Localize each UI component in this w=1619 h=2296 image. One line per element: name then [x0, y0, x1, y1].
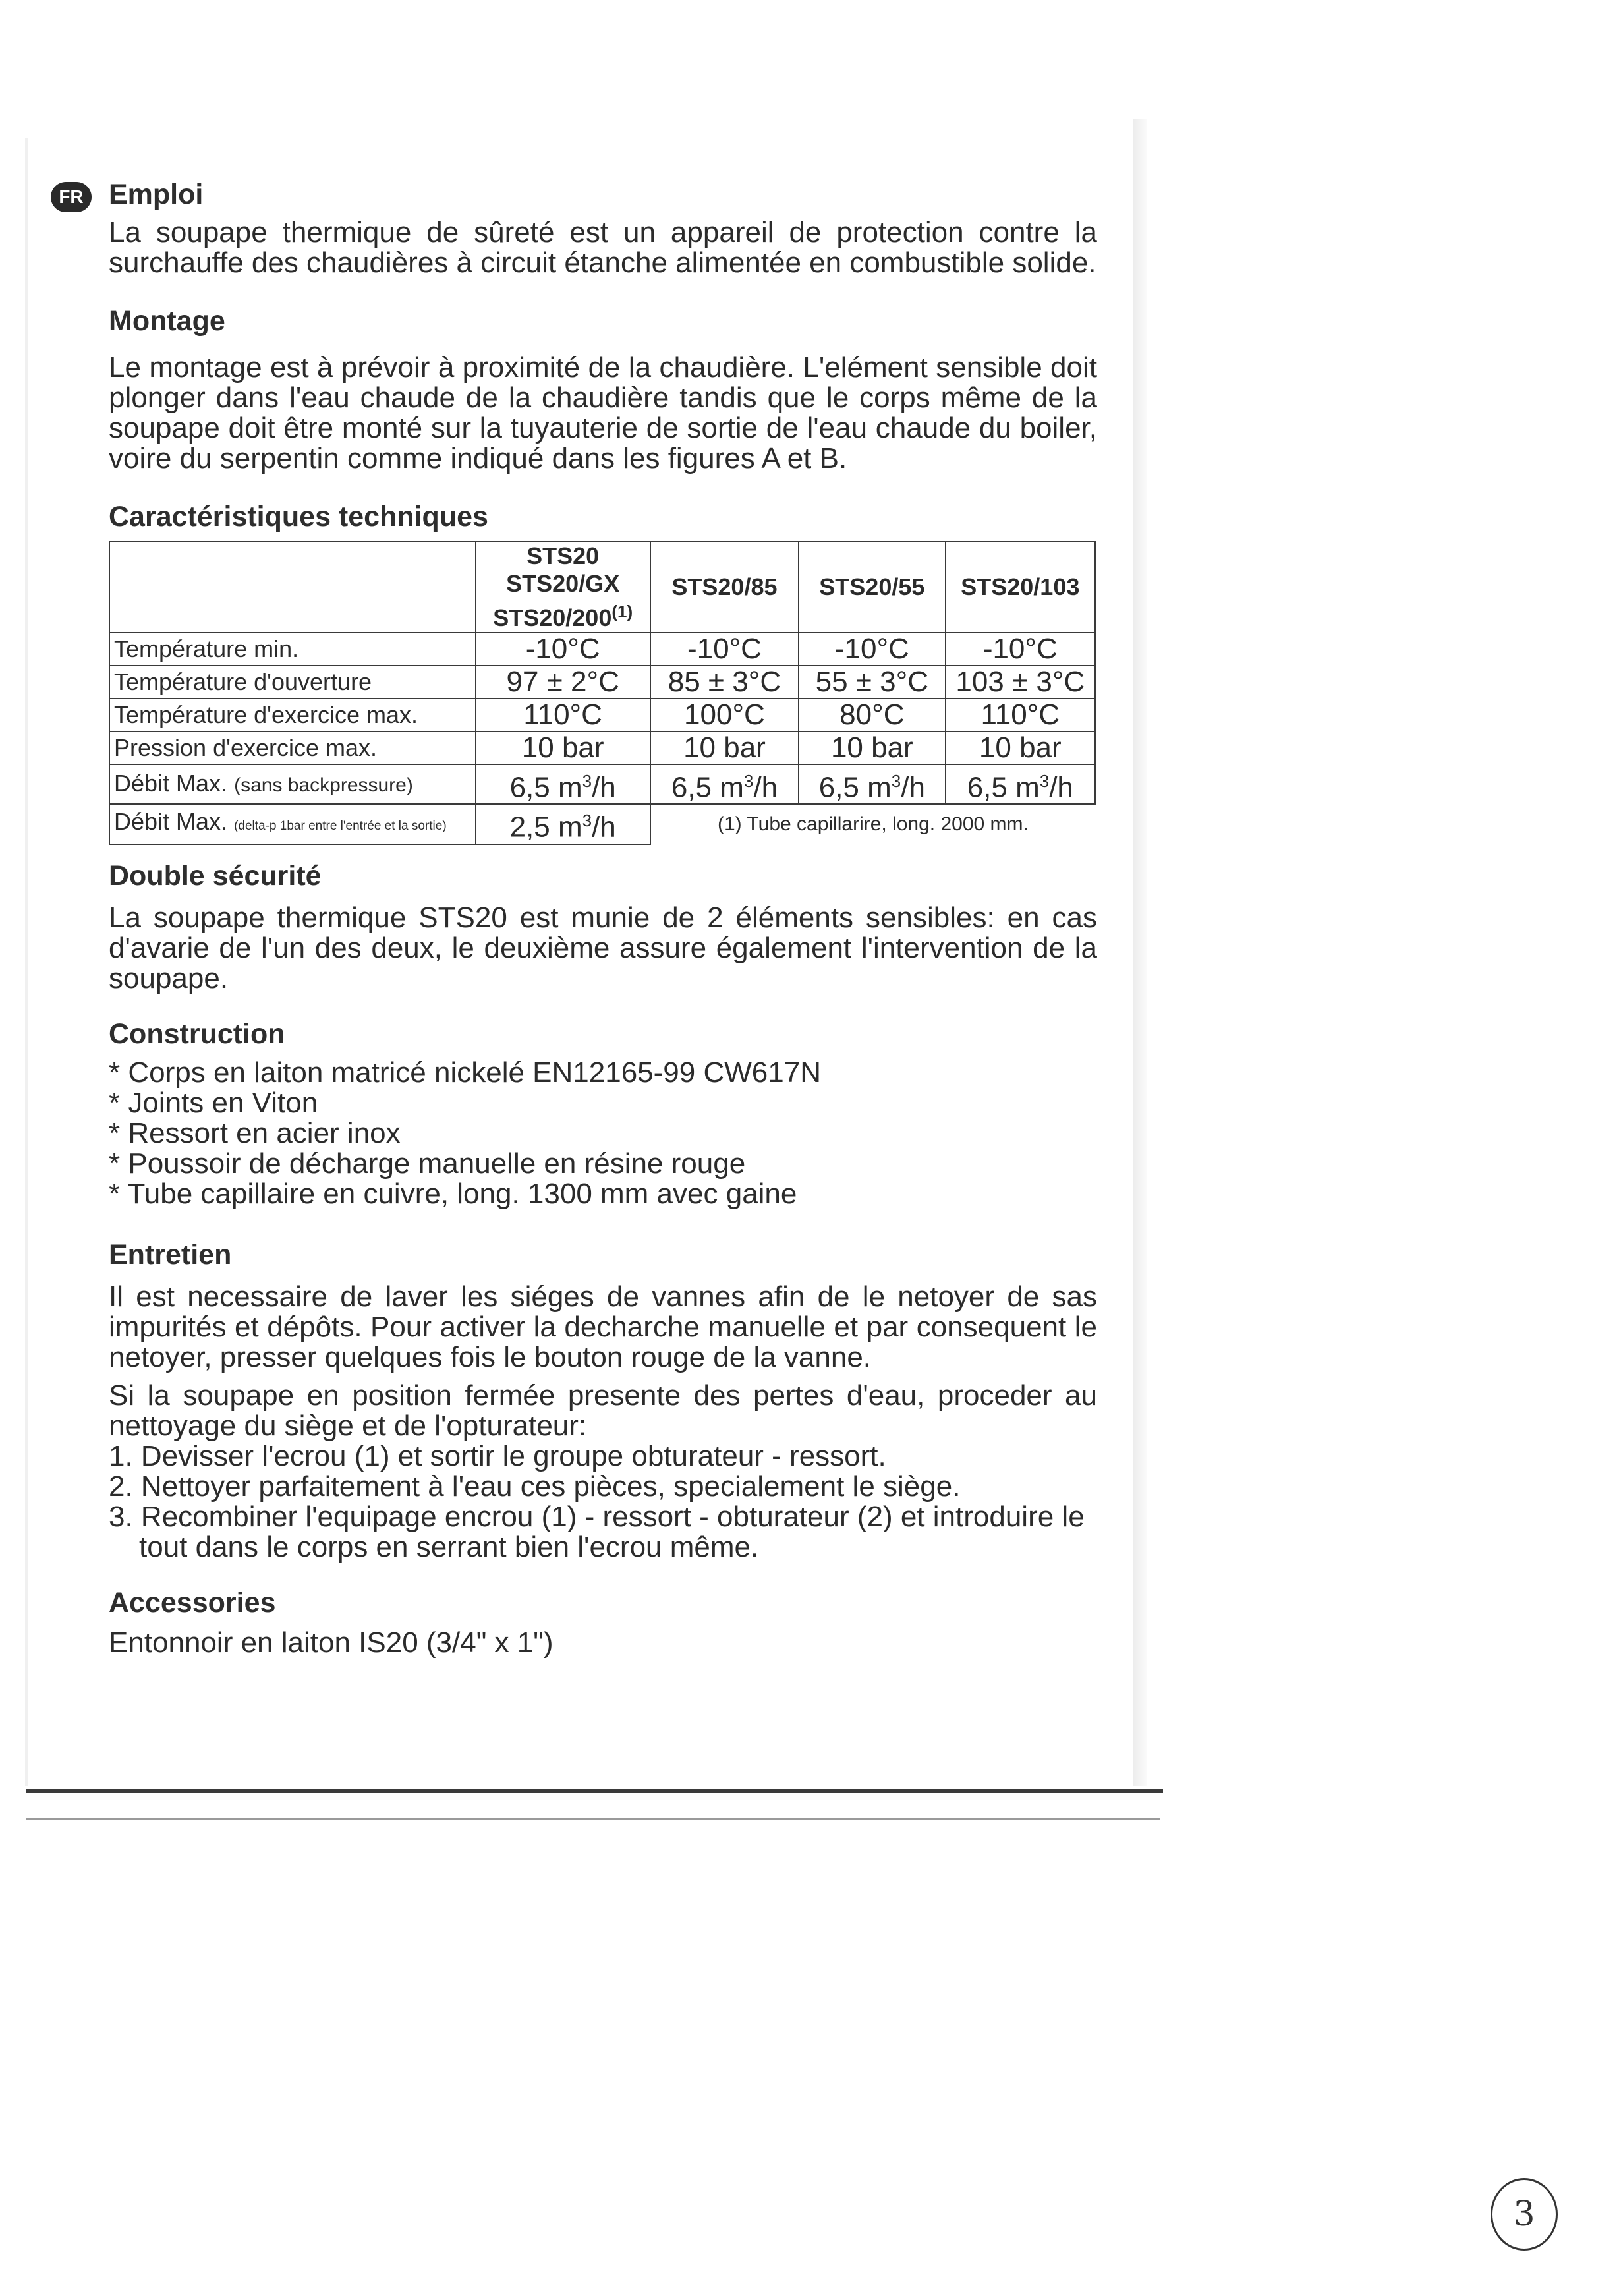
section-caracteristiques — [109, 500, 1097, 845]
entretien-text-1: Il est necessaire de laver les siéges de vannes afin de le netoyer de sas impurités et dépôts. Pour activer la decharche manuelle et par consequent le netoyer, presser quelques fois le bouton rouge de la vanne. — [109, 1280, 1097, 1373]
debit-value-unit: /h — [1049, 771, 1073, 804]
section-double-securite — [109, 859, 1097, 994]
section-title-accessories: Accessories — [109, 1586, 276, 1619]
section-title-entretien: Entretien — [109, 1239, 232, 1271]
section-title-caracteristiques: Caractéristiques techniques — [109, 501, 488, 533]
debit-delta-label-sub: (delta-p 1bar entre l'entrée et la sortie) — [234, 819, 447, 834]
list-item: * Poussoir de décharge manuelle en résine rouge — [109, 1147, 746, 1180]
debit-delta-label-main: Débit Max. — [114, 808, 228, 836]
cell-value: -10°C — [650, 633, 799, 666]
spec-table-header — [109, 542, 1095, 633]
header-empty-cell — [109, 542, 476, 633]
section-title-emploi: Emploi — [109, 179, 204, 210]
debit-label-main: Débit Max. — [114, 769, 228, 797]
entretien-text-2: Si la soupape en position fermée presente des pertes d'eau, proceder au nettoyage du siège et de l'opturateur: — [109, 1379, 1097, 1442]
debit-value-sup: 3 — [582, 770, 592, 791]
list-item: * Ressort en acier inox — [109, 1117, 401, 1150]
section-title-montage: Montage — [109, 304, 225, 337]
list-item: * Joints en Viton — [109, 1087, 318, 1120]
header-col-sts20-footnote-mark: (1) — [611, 601, 633, 621]
debit-value-unit: /h — [753, 771, 778, 804]
scan-edge-left — [25, 138, 28, 1786]
header-col-sts20-line2: STS20/GX — [506, 569, 620, 597]
cell-value: 10 bar — [799, 732, 946, 764]
list-item: 1. Devisser l'ecrou (1) et sortir le groupe obturateur - ressort. — [109, 1439, 886, 1472]
debit-delta-value-unit: /h — [592, 811, 616, 844]
header-col-sts20-85: STS20/85 — [650, 542, 799, 633]
emploi-text: La soupape thermique de sûreté est un appareil de protection contre la surchauffe des chaudières à circuit étanche alimentée en combustible solide. — [109, 215, 1097, 279]
cell-value: 110°C — [476, 699, 650, 732]
header-col-sts20-line1: STS20 — [526, 542, 600, 569]
scan-edge-right — [1133, 119, 1147, 1786]
debit-delta-value-num: 2,5 m — [509, 811, 582, 844]
header-col-sts20 — [476, 542, 650, 633]
section-accessories — [109, 1586, 1097, 1659]
spec-row — [109, 666, 1095, 699]
cell-value: 110°C — [946, 699, 1095, 732]
document-body — [59, 178, 1097, 1659]
section-emploi — [59, 178, 1097, 279]
spec-row — [109, 732, 1095, 764]
cell-value — [799, 764, 946, 805]
cell-value: 97 ± 2°C — [476, 666, 650, 699]
row-label-debit — [109, 764, 476, 805]
cell-value: -10°C — [799, 633, 946, 666]
section-montage — [109, 304, 1097, 474]
spec-row-debit-delta — [109, 804, 1095, 844]
cell-value: -10°C — [946, 633, 1095, 666]
list-item: * Tube capillaire en cuivre, long. 1300 mm avec gaine — [109, 1178, 797, 1211]
list-item: * Corps en laiton matricé nickelé EN12165-99 CW617N — [109, 1056, 821, 1089]
debit-value-num: 6,5 m — [509, 771, 582, 804]
header-col-sts20-55: STS20/55 — [799, 542, 946, 633]
section-title-construction: Construction — [109, 1018, 285, 1050]
spec-row — [109, 633, 1095, 666]
cell-value: 10 bar — [946, 732, 1095, 764]
cell-value: 103 ± 3°C — [946, 666, 1095, 699]
header-col-sts20-line3-wrap — [480, 598, 646, 632]
double-securite-text: La soupape thermique STS20 est munie de 2 éléments sensibles: en cas d'avarie de l'un des deux, le deuxième assure également l'intervention de la soupape. — [109, 901, 1097, 994]
spec-row — [109, 699, 1095, 732]
debit-value-unit: /h — [901, 771, 925, 804]
bottom-rule-thin — [26, 1818, 1160, 1820]
list-item: 3. Recombiner l'equipage encrou (1) - ressort - obturateur (2) et introduire le tout dans le corps en serrant bien l'ecrou même. — [109, 1500, 1085, 1563]
cell-value: 55 ± 3°C — [799, 666, 946, 699]
cell-value — [946, 764, 1095, 805]
cell-value: 80°C — [799, 699, 946, 732]
spec-row-debit — [109, 764, 1095, 805]
section-title-double-securite: Double sécurité — [109, 860, 322, 892]
debit-value-num: 6,5 m — [671, 771, 744, 804]
section-construction — [109, 1018, 1097, 1210]
bottom-rule — [26, 1789, 1163, 1793]
debit-value-unit: /h — [592, 771, 616, 804]
cell-value: -10°C — [476, 633, 650, 666]
debit-delta-value-sup: 3 — [582, 811, 592, 831]
section-entretien — [109, 1238, 1097, 1563]
montage-text: Le montage est à prévoir à proximité de la chaudière. L'elément sensible doit plonger dans l'eau chaude de la chaudière tandis que le corps même de la soupape doit être monté sur la tuyauterie de sortie de l'eau chaude du boiler, voire du serpentin comme indiqué dans les figures A et B. — [109, 351, 1097, 475]
row-label-debit-delta — [109, 804, 476, 844]
accessories-text: Entonnoir en laiton IS20 (3/4" x 1") — [109, 1626, 554, 1659]
list-item: 2. Nettoyer parfaitement à l'eau ces pièces, specialement le siège. — [109, 1470, 961, 1503]
cell-value — [650, 764, 799, 805]
header-col-sts20-line3: STS20/200 — [493, 604, 612, 631]
construction-list — [109, 1058, 1097, 1209]
cell-value: 10 bar — [650, 732, 799, 764]
debit-value-sup: 3 — [891, 770, 901, 791]
entretien-steps — [109, 1441, 1097, 1563]
row-label: Température d'ouverture — [109, 666, 476, 699]
debit-value-sup: 3 — [743, 770, 754, 791]
language-badge: FR — [51, 182, 92, 212]
row-label: Pression d'exercice max. — [109, 732, 476, 764]
cell-value — [476, 764, 650, 805]
cell-value — [476, 804, 650, 844]
spec-table — [109, 541, 1096, 845]
cell-value: 100°C — [650, 699, 799, 732]
debit-value-num: 6,5 m — [818, 771, 892, 804]
debit-value-sup: 3 — [1039, 770, 1050, 791]
row-label: Température min. — [109, 633, 476, 666]
cell-value: 10 bar — [476, 732, 650, 764]
header-col-sts20-103: STS20/103 — [946, 542, 1095, 633]
cell-value: 85 ± 3°C — [650, 666, 799, 699]
table-footnote: (1) Tube capillarire, long. 2000 mm. — [717, 813, 1029, 836]
page-number: 3 — [1491, 2178, 1558, 2251]
row-label: Température d'exercice max. — [109, 699, 476, 732]
debit-label-sub: (sans backpressure) — [234, 774, 413, 796]
debit-value-num: 6,5 m — [967, 771, 1040, 804]
